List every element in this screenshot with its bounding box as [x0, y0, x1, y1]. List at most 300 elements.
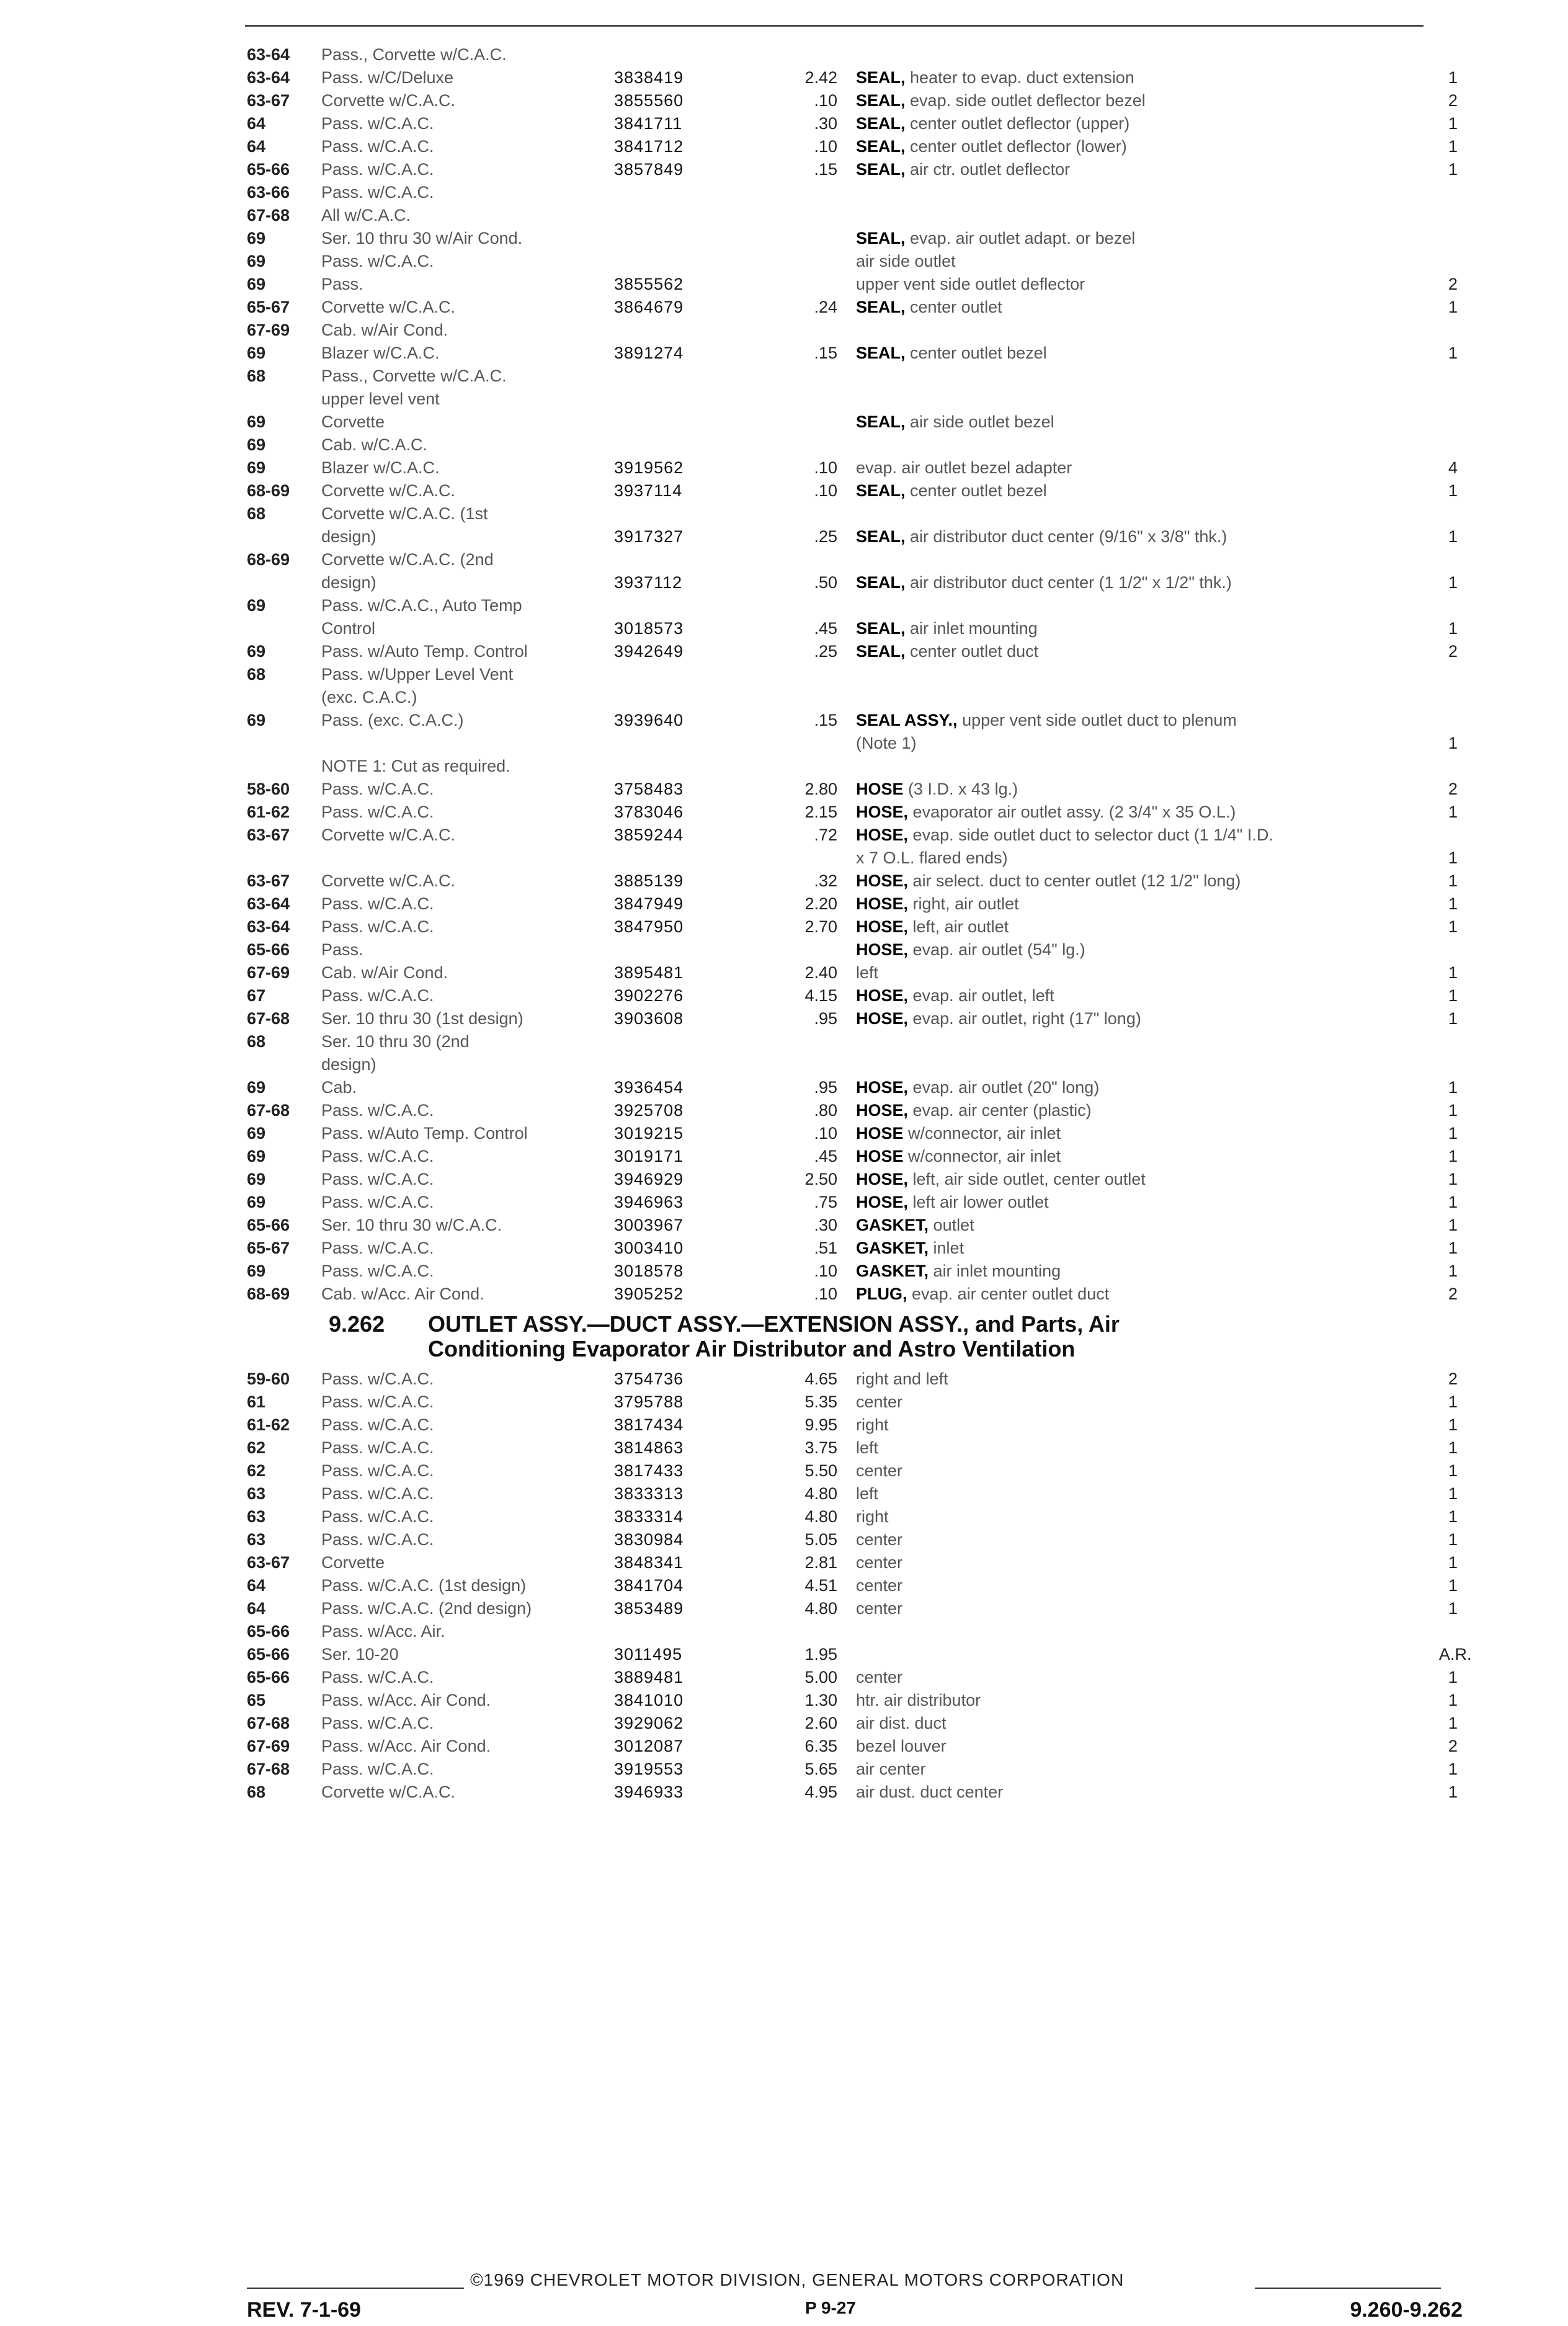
part-description	[856, 1459, 902, 1482]
part-number: 3817433	[614, 1461, 684, 1480]
model-year: 65-66	[247, 1216, 290, 1234]
table-row	[0, 1666, 1568, 1689]
model-year: 69	[247, 642, 266, 661]
table-row	[0, 1391, 1568, 1414]
table-row	[0, 824, 1568, 847]
part-number: 3841010	[614, 1691, 684, 1709]
part-description	[856, 709, 1237, 732]
part-description	[856, 457, 1072, 479]
table-row	[0, 227, 1568, 250]
part-type: HOSE,	[856, 1101, 909, 1120]
list-price: .45	[814, 1147, 837, 1165]
part-number: 3859244	[614, 826, 684, 844]
part-description	[856, 571, 1232, 594]
part-type: SEAL,	[856, 573, 906, 592]
model-application: Pass. w/C.A.C.	[321, 1193, 434, 1211]
model-application: Corvette w/C.A.C.	[321, 298, 456, 316]
part-description	[856, 1758, 926, 1781]
part-detail: air distributor duct center (1 1/2" x 1/2" thk.)	[910, 573, 1232, 592]
part-description	[856, 1574, 902, 1597]
model-application: Cab. w/Air Cond.	[321, 321, 448, 339]
model-application: Pass. w/C.A.C.	[321, 1668, 434, 1687]
part-number: 3841704	[614, 1576, 684, 1595]
model-year: 67	[247, 986, 266, 1005]
part-detail: center	[856, 1553, 903, 1572]
part-type: GASKET,	[856, 1216, 929, 1234]
part-description	[856, 1414, 889, 1437]
model-application: Cab. w/Acc. Air Cond.	[321, 1285, 484, 1303]
table-row	[0, 319, 1568, 342]
list-price: 4.95	[804, 1783, 837, 1801]
quantity: 1	[1448, 894, 1458, 913]
part-type: SEAL,	[856, 619, 906, 638]
table-row	[0, 434, 1568, 457]
list-price: .10	[814, 137, 837, 156]
part-type: HOSE,	[856, 1009, 909, 1028]
model-application: Pass., Corvette w/C.A.C.	[321, 367, 507, 385]
part-detail: air inlet mounting	[910, 619, 1038, 638]
model-application: Pass. w/C.A.C.	[321, 114, 434, 133]
list-price: 3.75	[804, 1438, 837, 1457]
part-description	[856, 1168, 1146, 1191]
part-description	[856, 778, 1018, 801]
quantity: 1	[1448, 1691, 1458, 1709]
list-price: .10	[814, 1285, 837, 1303]
quantity: 1	[1448, 298, 1458, 316]
part-detail: center outlet bezel	[910, 344, 1047, 362]
part-number: 3929062	[614, 1714, 684, 1732]
model-year: 69	[247, 275, 266, 293]
model-application: Ser. 10 thru 30 w/Air Cond.	[321, 229, 523, 247]
part-number: 3758483	[614, 780, 684, 798]
part-number: 3895481	[614, 963, 684, 982]
part-description	[856, 1122, 1061, 1145]
model-year: 67-68	[247, 1009, 290, 1028]
model-year: 69	[247, 344, 266, 362]
table-row	[0, 181, 1568, 204]
quantity: 1	[1448, 619, 1458, 638]
table-row	[0, 709, 1568, 732]
quantity: 2	[1448, 1737, 1458, 1755]
model-year: 65-67	[247, 298, 290, 316]
table-row	[0, 66, 1568, 89]
part-detail: evap. air outlet adapt. or bezel	[910, 229, 1136, 247]
part-description	[856, 1735, 947, 1758]
list-price: .72	[814, 826, 837, 844]
model-application: Corvette	[321, 412, 385, 431]
part-type: PLUG,	[856, 1285, 907, 1303]
part-detail: center	[856, 1461, 903, 1480]
footer-copyright-line	[247, 2270, 1425, 2295]
model-application: design)	[321, 1055, 376, 1074]
model-year: 61-62	[247, 803, 290, 821]
part-description	[856, 250, 956, 273]
table-row	[0, 1620, 1568, 1643]
part-detail: air center	[856, 1760, 926, 1778]
table-row	[0, 1368, 1568, 1391]
part-number: 3841712	[614, 137, 684, 156]
list-price: 2.40	[804, 963, 837, 982]
model-year: 64	[247, 1599, 266, 1618]
part-number: 3783046	[614, 803, 684, 821]
table-row	[0, 1007, 1568, 1030]
model-year: 63-64	[247, 45, 290, 64]
part-detail: outlet	[933, 1216, 974, 1234]
part-detail: left	[856, 1438, 879, 1457]
model-application: upper level vent	[321, 390, 440, 408]
part-detail: upper vent side outlet deflector	[856, 275, 1085, 293]
part-number: 3885139	[614, 871, 684, 890]
model-year: 64	[247, 114, 266, 133]
table-row	[0, 1482, 1568, 1505]
part-number: 3833314	[614, 1507, 684, 1526]
part-description	[856, 1437, 878, 1459]
model-year: 69	[247, 229, 266, 247]
part-description	[856, 479, 1047, 502]
list-price: 4.80	[804, 1507, 837, 1526]
model-application: Corvette w/C.A.C.	[321, 91, 456, 110]
model-application: Corvette w/C.A.C.	[321, 1783, 456, 1801]
parts-list	[0, 43, 1568, 1804]
part-type: HOSE,	[856, 940, 909, 959]
quantity: 1	[1448, 917, 1458, 936]
quantity: 1	[1448, 1009, 1458, 1028]
quantity: 1	[1448, 481, 1458, 500]
part-detail: left, air outlet	[912, 917, 1009, 936]
part-type: SEAL,	[856, 642, 906, 661]
part-detail: evap. air center outlet duct	[912, 1285, 1110, 1303]
quantity: 1	[1448, 734, 1458, 752]
part-detail: air ctr. outlet deflector	[910, 160, 1071, 179]
quantity: 1	[1448, 1783, 1458, 1801]
part-description	[856, 89, 1146, 112]
section-title-line1: OUTLET ASSY.—DUCT ASSY.—EXTENSION ASSY., and Parts, Air	[428, 1311, 1120, 1337]
part-description	[856, 801, 1236, 824]
list-price: 2.80	[804, 780, 837, 798]
model-application: Corvette w/C.A.C.	[321, 871, 456, 890]
part-detail: x 7 O.L. flared ends)	[856, 849, 1008, 867]
model-application: design)	[321, 527, 376, 546]
part-detail: w/connector, air inlet	[908, 1147, 1061, 1165]
part-description	[856, 1689, 981, 1712]
model-application: Corvette w/C.A.C. (2nd	[321, 550, 494, 569]
part-detail: (3 I.D. x 43 lg.)	[908, 780, 1018, 798]
table-row	[0, 1283, 1568, 1306]
model-year: 65-66	[247, 1645, 290, 1664]
list-price: .50	[814, 573, 837, 592]
table-row	[0, 1030, 1568, 1053]
model-year: 64	[247, 1576, 266, 1595]
part-number: 3855560	[614, 91, 684, 110]
model-application: NOTE 1: Cut as required.	[321, 757, 510, 775]
model-application: All w/C.A.C.	[321, 206, 411, 225]
model-application: design)	[321, 573, 376, 592]
list-price: 2.15	[804, 803, 837, 821]
model-application: Control	[321, 619, 376, 638]
table-row	[0, 1122, 1568, 1145]
part-type: SEAL ASSY.,	[856, 711, 958, 729]
part-number: 3018573	[614, 619, 684, 638]
model-application: Pass. w/C.A.C.	[321, 803, 434, 821]
quantity: 1	[1448, 573, 1458, 592]
table-row	[0, 847, 1568, 870]
section-heading	[0, 1312, 1568, 1361]
model-application: Pass. w/C.A.C.	[321, 1530, 434, 1549]
model-application: Pass. w/Acc. Air.	[321, 1622, 445, 1641]
part-detail: air select. duct to center outlet (12 1/2" long)	[912, 871, 1241, 890]
table-row	[0, 1168, 1568, 1191]
quantity: 1	[1448, 1553, 1458, 1572]
table-row	[0, 135, 1568, 158]
list-price: .10	[814, 1124, 837, 1143]
part-description	[856, 938, 1085, 961]
part-detail: evap. air center (plastic)	[912, 1101, 1092, 1120]
part-description	[856, 1099, 1092, 1122]
model-year: 69	[247, 458, 266, 477]
model-application: Pass. w/C.A.C.	[321, 1239, 434, 1257]
part-number: 3889481	[614, 1668, 684, 1687]
table-row	[0, 365, 1568, 388]
list-price: .10	[814, 481, 837, 500]
part-description	[856, 916, 1009, 938]
quantity: 2	[1448, 91, 1458, 110]
part-detail: air side outlet	[856, 252, 956, 270]
part-type: HOSE	[856, 780, 904, 798]
model-application: Pass. w/C.A.C.	[321, 986, 434, 1005]
part-detail: air side outlet bezel	[910, 412, 1054, 431]
table-row	[0, 755, 1568, 778]
part-detail: evap. air outlet, right (17" long)	[912, 1009, 1141, 1028]
model-application: Pass. w/C.A.C.	[321, 894, 434, 913]
part-detail: air distributor duct center (9/16" x 3/8" thk.)	[910, 527, 1227, 546]
quantity: 4	[1448, 458, 1458, 477]
quantity: 1	[1448, 1216, 1458, 1234]
model-application: (exc. C.A.C.)	[321, 688, 417, 706]
table-row	[0, 893, 1568, 916]
list-price: .15	[814, 711, 837, 729]
part-description	[856, 1260, 1061, 1283]
part-number: 3011495	[614, 1645, 683, 1664]
model-application: Corvette w/C.A.C.	[321, 826, 456, 844]
part-number: 3903608	[614, 1009, 684, 1028]
section-range: 9.260-9.262	[1350, 2298, 1463, 2322]
model-application: Pass.	[321, 275, 363, 293]
list-price: 4.80	[804, 1599, 837, 1618]
table-row	[0, 525, 1568, 548]
part-number: 3891274	[614, 344, 684, 362]
table-row	[0, 961, 1568, 984]
model-year: 63	[247, 1484, 266, 1503]
table-row	[0, 250, 1568, 273]
list-price: .30	[814, 1216, 837, 1234]
part-detail: air inlet mounting	[933, 1262, 1061, 1280]
part-number: 3795788	[614, 1392, 684, 1411]
part-type: SEAL,	[856, 91, 906, 110]
model-application: Ser. 10 thru 30 w/C.A.C.	[321, 1216, 502, 1234]
quantity: 1	[1448, 137, 1458, 156]
quantity: 1	[1448, 1760, 1458, 1778]
part-detail: center	[856, 1668, 903, 1687]
table-row	[0, 273, 1568, 296]
part-description	[856, 342, 1047, 365]
part-detail: right and left	[856, 1370, 948, 1388]
quantity: 1	[1448, 963, 1458, 982]
table-row	[0, 732, 1568, 755]
part-description	[856, 984, 1054, 1007]
part-number: 3019171	[614, 1147, 684, 1165]
model-year: 67-69	[247, 963, 290, 982]
model-year: 67-68	[247, 1101, 290, 1120]
part-type: SEAL,	[856, 481, 906, 500]
part-detail: right	[856, 1507, 889, 1526]
model-year: 63	[247, 1507, 266, 1526]
table-row	[0, 1414, 1568, 1437]
quantity: 1	[1448, 68, 1458, 87]
table-row	[0, 411, 1568, 434]
table-row	[0, 1214, 1568, 1237]
table-row	[0, 388, 1568, 411]
model-application: Pass. w/C.A.C.	[321, 1370, 434, 1388]
list-price: 2.60	[804, 1714, 837, 1732]
part-detail: evaporator air outlet assy. (2 3/4" x 35 O.L.)	[912, 803, 1236, 821]
table-row	[0, 1528, 1568, 1551]
part-detail: evap. air outlet (20" long)	[912, 1078, 1100, 1097]
part-description	[856, 1551, 902, 1574]
table-row	[0, 1260, 1568, 1283]
table-row	[0, 1574, 1568, 1597]
part-number: 3919553	[614, 1760, 684, 1778]
quantity: 1	[1448, 344, 1458, 362]
part-detail: evap. air outlet, left	[912, 986, 1054, 1005]
copyright-text: ©1969 CHEVROLET MOTOR DIVISION, GENERAL MOTORS CORPORATION	[470, 2270, 1125, 2289]
model-application: Pass. w/C.A.C. (2nd design)	[321, 1599, 532, 1618]
part-description	[856, 893, 1019, 916]
model-year: 68-69	[247, 1285, 290, 1303]
quantity: 1	[1448, 1461, 1458, 1480]
part-detail: left, air side outlet, center outlet	[912, 1170, 1146, 1188]
model-application: Pass. w/C.A.C.	[321, 1714, 434, 1732]
quantity: 1	[1448, 527, 1458, 546]
part-type: HOSE,	[856, 826, 909, 844]
list-price: 9.95	[804, 1415, 837, 1434]
table-row	[0, 548, 1568, 571]
part-number: 3946929	[614, 1170, 684, 1188]
model-application: Pass. w/C.A.C.	[321, 1507, 434, 1526]
table-row	[0, 158, 1568, 181]
model-application: Pass. w/Acc. Air Cond.	[321, 1737, 491, 1755]
model-year: 63-64	[247, 68, 290, 87]
list-price: .10	[814, 91, 837, 110]
part-description	[856, 1597, 902, 1620]
part-number: 3847949	[614, 894, 684, 913]
model-year: 65-66	[247, 940, 290, 959]
part-detail: upper vent side outlet duct to plenum	[962, 711, 1237, 729]
part-detail: air dust. duct center	[856, 1783, 1004, 1801]
table-row	[0, 617, 1568, 640]
part-type: HOSE,	[856, 986, 909, 1005]
quantity: 1	[1448, 1392, 1458, 1411]
table-row	[0, 89, 1568, 112]
part-type: HOSE,	[856, 871, 909, 890]
part-description	[856, 1214, 974, 1237]
part-number: 3925708	[614, 1101, 684, 1120]
part-type: HOSE,	[856, 917, 909, 936]
quantity: 1	[1448, 1576, 1458, 1595]
part-description	[856, 296, 1002, 319]
model-year: 69	[247, 412, 266, 431]
table-row	[0, 571, 1568, 594]
model-year: 62	[247, 1438, 266, 1457]
list-price: 2.20	[804, 894, 837, 913]
part-detail: evap. air outlet bezel adapter	[856, 458, 1072, 477]
model-year: 65-66	[247, 1668, 290, 1687]
part-description	[856, 1391, 902, 1414]
part-detail: (Note 1)	[856, 734, 917, 752]
table-row	[0, 1735, 1568, 1758]
list-price: .51	[814, 1239, 837, 1257]
list-price: 2.70	[804, 917, 837, 936]
part-detail: center outlet deflector (upper)	[910, 114, 1130, 133]
part-number: 3754736	[614, 1370, 684, 1388]
model-year: 65-66	[247, 1622, 290, 1641]
table-row	[0, 984, 1568, 1007]
part-number: 3847950	[614, 917, 684, 936]
part-type: SEAL,	[856, 160, 906, 179]
part-description	[856, 112, 1129, 135]
part-type: HOSE,	[856, 1170, 909, 1188]
list-price: 5.65	[804, 1760, 837, 1778]
part-number: 3012087	[614, 1737, 684, 1755]
model-application: Corvette	[321, 1553, 385, 1572]
part-number: 3848341	[614, 1553, 684, 1572]
list-price: .75	[814, 1193, 837, 1211]
part-type: SEAL,	[856, 229, 906, 247]
part-detail: center	[856, 1392, 903, 1411]
model-application: Cab.	[321, 1078, 357, 1097]
part-number: 3946933	[614, 1783, 684, 1801]
part-type: HOSE,	[856, 803, 909, 821]
table-row	[0, 1191, 1568, 1214]
quantity: 1	[1448, 849, 1458, 867]
model-application: Ser. 10-20	[321, 1645, 399, 1664]
model-application: Pass. w/C.A.C.	[321, 1415, 434, 1434]
part-description	[856, 1712, 947, 1735]
table-row	[0, 1237, 1568, 1260]
model-application: Pass. w/C.A.C.	[321, 160, 434, 179]
table-row	[0, 1551, 1568, 1574]
model-application: Blazer w/C.A.C.	[321, 344, 440, 362]
part-description	[856, 1076, 1099, 1099]
part-description	[856, 1368, 948, 1391]
part-type: SEAL,	[856, 527, 906, 546]
part-detail: left	[856, 1484, 879, 1503]
part-detail: right	[856, 1415, 889, 1434]
part-number: 3838419	[614, 68, 684, 87]
model-application: Pass. w/C.A.C.	[321, 137, 434, 156]
part-number: 3817434	[614, 1415, 684, 1434]
model-year: 63-64	[247, 894, 290, 913]
list-price: .25	[814, 527, 837, 546]
part-description	[856, 135, 1127, 158]
model-application: Corvette w/C.A.C.	[321, 481, 456, 500]
parts-group-seals-hoses	[0, 43, 1568, 1306]
list-price: .30	[814, 114, 837, 133]
footer-rule-right	[1255, 2288, 1441, 2289]
model-year: 69	[247, 1170, 266, 1188]
quantity: 1	[1448, 1101, 1458, 1120]
list-price: .15	[814, 160, 837, 179]
part-number: 3939640	[614, 711, 684, 729]
